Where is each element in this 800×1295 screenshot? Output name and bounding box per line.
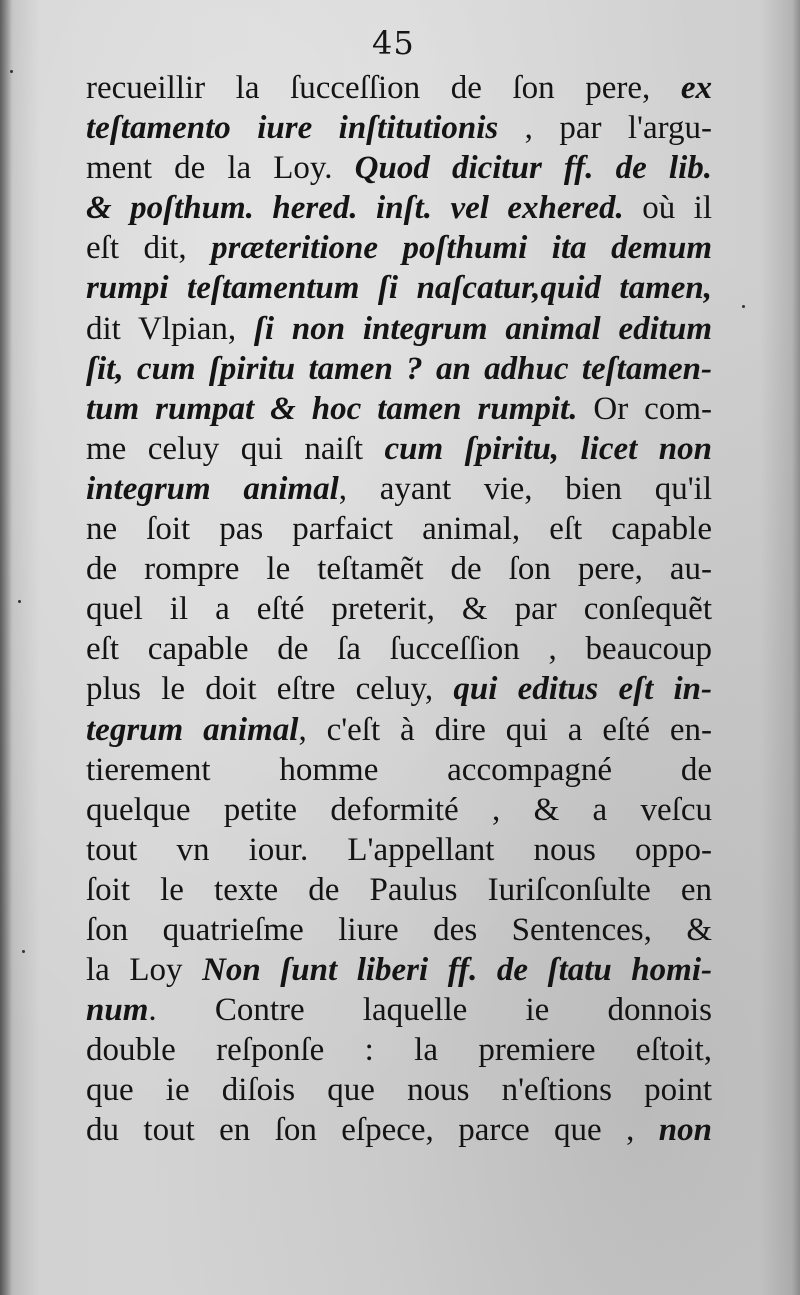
- text-line: [86, 429, 712, 469]
- text-line: [86, 509, 712, 549]
- french-text: plus le doit eſtre celuy,: [86, 671, 454, 708]
- text-line: [86, 990, 712, 1030]
- text-line: [86, 629, 712, 669]
- text-line: [86, 710, 712, 750]
- french-text: eſt capable de ſa ſucceſſion , beaucoup: [86, 631, 712, 668]
- text-line: [86, 549, 712, 589]
- french-text: , c'eſt à dire qui a eſté en-: [298, 711, 712, 748]
- paper-speck: [22, 950, 25, 953]
- latin-citation: ex: [680, 70, 712, 106]
- paper-speck: [10, 70, 13, 73]
- text-line: [86, 950, 712, 990]
- french-text: ment de la Loy.: [86, 150, 355, 187]
- latin-citation: integrum animal: [86, 470, 339, 507]
- text-line: [86, 589, 712, 629]
- french-text: où il: [623, 190, 712, 227]
- french-text: la Loy: [86, 952, 203, 989]
- french-text: eſt dit,: [86, 230, 212, 267]
- latin-citation: ſit, cum ſpiritu tamen ? an adhuc teſtamen-: [86, 350, 712, 387]
- french-text: double reſponſe : la premiere eſtoit,: [86, 1032, 712, 1069]
- french-text: , par l'argu-: [498, 110, 712, 147]
- french-text: du tout en ſon eſpece, parce que ,: [86, 1112, 659, 1149]
- french-text: que ie diſois que nous n'eſtions point: [86, 1072, 712, 1109]
- text-line: [86, 469, 712, 509]
- text-line: [86, 268, 712, 308]
- latin-citation: Quod dicitur ff. de lib.: [354, 150, 712, 187]
- latin-citation: & poſthum. hered. inſt. vel exhered.: [86, 190, 624, 227]
- latin-citation: num: [86, 992, 149, 1029]
- text-line: [86, 108, 712, 148]
- french-text: , ayant vie, bien qu'il: [338, 470, 712, 507]
- text-line: [86, 349, 712, 389]
- text-line: [86, 1030, 712, 1070]
- french-text: ſoit le texte de Paulus Iuriſconſulte en: [86, 871, 712, 908]
- page-number: 45: [372, 24, 415, 62]
- french-text: Or com-: [577, 390, 712, 427]
- french-text: quel il a eſté preterit, & par conſequẽt: [86, 591, 712, 628]
- latin-citation: tegrum animal: [86, 711, 299, 748]
- paper-speck: [18, 600, 21, 603]
- text-line: [86, 228, 712, 268]
- latin-citation: non: [658, 1112, 712, 1149]
- text-line: [86, 389, 712, 429]
- text-line: [86, 669, 712, 709]
- french-text: ſon quatrieſme liure des Sentences, &: [86, 911, 712, 948]
- latin-citation: tum rumpat & hoc tamen rumpit.: [86, 390, 578, 427]
- french-text: dit Vlpian,: [86, 310, 254, 347]
- french-text: quelque petite deformité , & a veſcu: [86, 791, 712, 828]
- french-text: de rompre le teſtamẽt de ſon pere, au-: [86, 551, 712, 588]
- text-line: [86, 1110, 712, 1150]
- latin-citation: teſtamento iure inſtitutionis: [86, 110, 499, 147]
- text-line: [86, 68, 712, 108]
- latin-citation: qui editus eſt in-: [453, 671, 712, 708]
- text-line: [86, 309, 712, 349]
- latin-citation: ſi non integrum animal editum: [253, 310, 712, 347]
- french-text: . Contre laquelle ie donnois: [148, 992, 712, 1029]
- latin-citation: præteritione poſthumi ita demum: [211, 230, 712, 267]
- paper-speck: [742, 305, 745, 308]
- text-line: [86, 188, 712, 228]
- french-text: tierement homme accompagné de: [86, 751, 712, 788]
- french-text: tout vn iour. L'appellant nous oppo-: [86, 831, 712, 868]
- latin-citation: rumpi teſtamentum ſi naſcatur,quid tamen,: [86, 270, 712, 307]
- french-text: ne ſoit pas parfaict animal, eſt capable: [86, 511, 712, 548]
- latin-citation: cum ſpiritu, licet non: [384, 430, 712, 467]
- text-line: [86, 830, 712, 870]
- text-line: [86, 870, 712, 910]
- text-line: [86, 750, 712, 790]
- text-line: [86, 1070, 712, 1110]
- text-line: [86, 910, 712, 950]
- text-line: [86, 790, 712, 830]
- binding-shadow: [0, 0, 12, 1295]
- body-text: [86, 68, 712, 1151]
- text-line: [86, 148, 712, 188]
- french-text: recueillir la ſucceſſion de ſon pere,: [86, 70, 681, 106]
- latin-citation: Non ſunt liberi ff. de ſtatu homi-: [202, 952, 712, 989]
- french-text: me celuy qui naiſt: [86, 430, 385, 467]
